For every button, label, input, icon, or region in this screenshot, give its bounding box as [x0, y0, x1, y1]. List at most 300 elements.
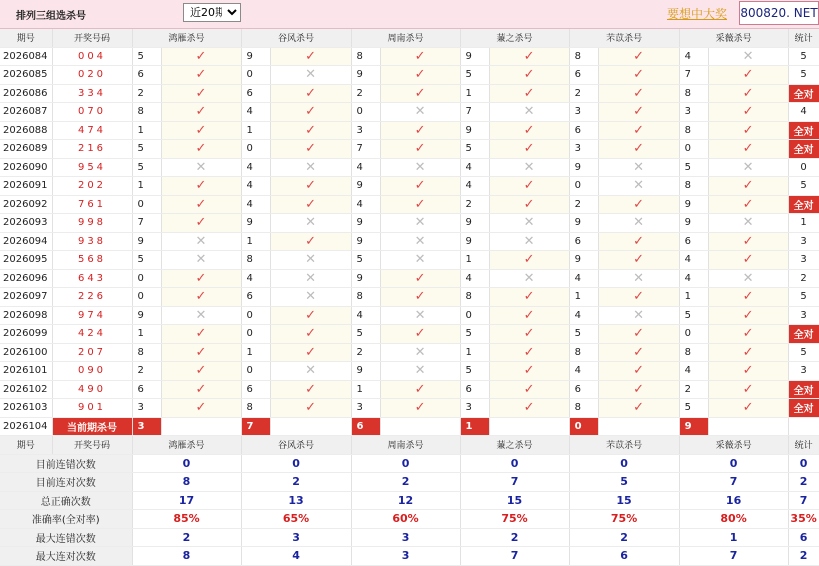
cross-icon: ✕	[489, 269, 569, 288]
kill-number-cell: 4	[241, 195, 270, 214]
table-header-row	[0, 29, 819, 47]
check-icon: ✓	[380, 47, 460, 66]
cross-icon: ✕	[380, 158, 460, 177]
kill-number-cell: 9	[569, 158, 598, 177]
table-row	[0, 306, 819, 325]
summary-value: 7	[460, 473, 569, 492]
kill-number-cell: 6	[569, 232, 598, 251]
kill-number-cell: 5	[132, 47, 161, 66]
issue-cell: 2026093	[0, 214, 52, 233]
cross-icon: ✕	[708, 158, 788, 177]
issue-cell: 2026087	[0, 103, 52, 122]
draw-number-cell: 474	[52, 121, 132, 140]
summary-value: 8	[132, 547, 241, 566]
header-issue: 期号	[0, 29, 52, 47]
kill-number-cell: 3	[351, 399, 380, 418]
draw-number-cell: 938	[52, 232, 132, 251]
check-icon: ✓	[270, 84, 351, 103]
stat-cell: 全对	[788, 380, 819, 399]
kill-number-cell: 5	[679, 306, 708, 325]
issue-cell: 2026102	[0, 380, 52, 399]
kill-number-cell: 6	[132, 380, 161, 399]
page-title: 排列三组选杀号	[16, 11, 86, 22]
stat-cell: 1	[788, 214, 819, 233]
check-icon: ✓	[161, 325, 241, 344]
check-icon: ✓	[598, 195, 679, 214]
summary-header-row	[0, 436, 819, 455]
kill-number-cell: 1	[460, 343, 489, 362]
check-icon: ✓	[380, 399, 460, 418]
summary-value: 3	[351, 528, 460, 547]
issue-cell: 2026095	[0, 251, 52, 270]
kill-number-cell: 8	[569, 47, 598, 66]
header-caiwei: 采薇杀号	[679, 436, 788, 455]
summary-label: 最大连对次数	[0, 547, 132, 566]
summary-value: 2	[788, 473, 819, 492]
draw-number-cell: 901	[52, 399, 132, 418]
check-icon: ✓	[161, 47, 241, 66]
kill-number-cell: 6	[569, 66, 598, 85]
table-row	[0, 195, 819, 214]
draw-number-cell: 334	[52, 84, 132, 103]
cross-icon: ✕	[270, 66, 351, 85]
stat-cell: 2	[788, 269, 819, 288]
cross-icon: ✕	[270, 362, 351, 381]
check-icon: ✓	[708, 195, 788, 214]
table-row	[0, 84, 819, 103]
check-icon: ✓	[380, 121, 460, 140]
kill-number-cell: 8	[241, 251, 270, 270]
kill-number-cell: 6	[241, 288, 270, 307]
kill-number-cell: 4	[460, 177, 489, 196]
summary-value: 2	[351, 473, 460, 492]
check-icon: ✓	[489, 306, 569, 325]
header-zhounan: 周南杀号	[351, 29, 460, 47]
check-icon: ✓	[380, 66, 460, 85]
summary-value: 60%	[351, 510, 460, 529]
kill-number-cell: 8	[679, 177, 708, 196]
stat-cell: 3	[788, 362, 819, 381]
kill-number-cell: 5	[132, 251, 161, 270]
kill-number-cell: 0	[132, 269, 161, 288]
check-icon: ✓	[270, 399, 351, 418]
check-icon: ✓	[708, 399, 788, 418]
check-icon: ✓	[598, 362, 679, 381]
table-row	[0, 362, 819, 381]
cross-icon: ✕	[708, 47, 788, 66]
header-stat: 统计	[788, 29, 819, 47]
summary-value: 2	[788, 547, 819, 566]
summary-row	[0, 510, 819, 529]
stat-cell: 5	[788, 288, 819, 307]
table-row	[0, 214, 819, 233]
kill-number-cell: 1	[460, 251, 489, 270]
draw-number-cell: 424	[52, 325, 132, 344]
kill-number-cell: 3	[569, 140, 598, 159]
check-icon: ✓	[270, 195, 351, 214]
stat-cell: 5	[788, 66, 819, 85]
kill-number-cell: 1	[132, 325, 161, 344]
cross-icon: ✕	[598, 269, 679, 288]
summary-value: 13	[241, 491, 351, 510]
check-icon: ✓	[708, 66, 788, 85]
summary-value: 2	[569, 528, 679, 547]
kill-number-cell: 5	[679, 399, 708, 418]
check-icon: ✓	[489, 66, 569, 85]
summary-value: 6	[788, 528, 819, 547]
kill-number-cell: 0	[679, 325, 708, 344]
issue-cell: 2026094	[0, 232, 52, 251]
kill-number-cell: 1	[241, 343, 270, 362]
check-icon: ✓	[380, 380, 460, 399]
kill-number-cell: 9	[460, 47, 489, 66]
stat-cell: 5	[788, 47, 819, 66]
kill-number-cell: 8	[132, 343, 161, 362]
summary-value: 0	[569, 454, 679, 473]
kill-number-cell: 4	[569, 269, 598, 288]
check-icon: ✓	[270, 232, 351, 251]
draw-number-cell: 207	[52, 343, 132, 362]
check-icon: ✓	[489, 140, 569, 159]
table-row	[0, 251, 819, 270]
kill-number-cell: 9	[351, 232, 380, 251]
kill-number-cell: 3	[132, 399, 161, 418]
draw-number-cell: 090	[52, 362, 132, 381]
kill-number-cell: 5	[460, 325, 489, 344]
check-icon: ✓	[161, 103, 241, 122]
kill-number-cell: 6	[679, 232, 708, 251]
check-icon: ✓	[708, 140, 788, 159]
draw-number-cell: 490	[52, 380, 132, 399]
check-icon: ✓	[489, 325, 569, 344]
header-caiwei: 采薇杀号	[679, 29, 788, 47]
summary-value: 65%	[241, 510, 351, 529]
summary-label: 总正确次数	[0, 491, 132, 510]
cross-icon: ✕	[161, 306, 241, 325]
draw-number-cell: 643	[52, 269, 132, 288]
kill-number-cell: 7	[132, 214, 161, 233]
issue-cell: 2026086	[0, 84, 52, 103]
kill-number-cell: 8	[241, 399, 270, 418]
check-icon: ✓	[380, 269, 460, 288]
check-icon: ✓	[270, 140, 351, 159]
check-icon: ✓	[489, 47, 569, 66]
check-icon: ✓	[598, 288, 679, 307]
check-icon: ✓	[380, 140, 460, 159]
check-icon: ✓	[708, 177, 788, 196]
stat-cell: 3	[788, 306, 819, 325]
summary-value: 15	[569, 491, 679, 510]
check-icon: ✓	[598, 399, 679, 418]
kill-number-cell: 4	[351, 158, 380, 177]
kill-number-cell: 6	[569, 121, 598, 140]
check-icon: ✓	[489, 251, 569, 270]
cross-icon: ✕	[598, 306, 679, 325]
check-icon: ✓	[598, 251, 679, 270]
header-draw: 开奖号码	[52, 29, 132, 47]
kill-number-cell: 9	[351, 177, 380, 196]
kill-number-cell: 0	[132, 288, 161, 307]
cross-icon: ✕	[161, 232, 241, 251]
issue-cell: 2026101	[0, 362, 52, 381]
header-stat: 统计	[788, 436, 819, 455]
kill-number-cell: 1	[241, 121, 270, 140]
table-row	[0, 66, 819, 85]
cross-icon: ✕	[598, 214, 679, 233]
cross-icon: ✕	[270, 158, 351, 177]
summary-value: 3	[241, 528, 351, 547]
site-watermark: 800820. NET	[739, 1, 819, 25]
kill-number-cell: 5	[460, 66, 489, 85]
kill-number-cell: 8	[679, 343, 708, 362]
cross-icon: ✕	[380, 306, 460, 325]
kill-number-cell: 7	[460, 103, 489, 122]
check-icon: ✓	[270, 47, 351, 66]
kill-number-cell: 2	[132, 84, 161, 103]
cross-icon: ✕	[380, 214, 460, 233]
kill-number-cell: 9	[679, 214, 708, 233]
check-icon: ✓	[598, 325, 679, 344]
header-gufeng: 谷风杀号	[241, 29, 351, 47]
current-issue-cell: 2026104	[0, 417, 52, 436]
draw-number-cell: 998	[52, 214, 132, 233]
kill-number-cell: 9	[351, 362, 380, 381]
kill-number-cell: 9	[351, 269, 380, 288]
current-kill-blank	[161, 417, 241, 436]
current-kill-number: 3	[132, 417, 161, 436]
cross-icon: ✕	[380, 103, 460, 122]
check-icon: ✓	[270, 121, 351, 140]
check-icon: ✓	[270, 103, 351, 122]
check-icon: ✓	[708, 380, 788, 399]
kill-number-table	[0, 29, 819, 566]
check-icon: ✓	[598, 380, 679, 399]
kill-number-cell: 2	[679, 380, 708, 399]
issue-cell: 2026097	[0, 288, 52, 307]
table-row	[0, 121, 819, 140]
summary-label: 目前连对次数	[0, 473, 132, 492]
promo-link[interactable]: 要想中大奖	[667, 7, 728, 21]
check-icon: ✓	[161, 177, 241, 196]
summary-value: 85%	[132, 510, 241, 529]
kill-number-cell: 4	[569, 362, 598, 381]
summary-value: 2	[132, 528, 241, 547]
cross-icon: ✕	[161, 251, 241, 270]
summary-value: 12	[351, 491, 460, 510]
kill-number-cell: 4	[241, 103, 270, 122]
kill-number-cell: 0	[241, 325, 270, 344]
current-kill-number: 0	[569, 417, 598, 436]
period-select[interactable]	[183, 3, 241, 22]
summary-value: 0	[460, 454, 569, 473]
check-icon: ✓	[489, 288, 569, 307]
check-icon: ✓	[489, 177, 569, 196]
check-icon: ✓	[270, 343, 351, 362]
kill-number-cell: 6	[241, 380, 270, 399]
kill-number-cell: 9	[679, 195, 708, 214]
cross-icon: ✕	[489, 232, 569, 251]
kill-number-cell: 9	[569, 214, 598, 233]
kill-number-cell: 4	[460, 158, 489, 177]
check-icon: ✓	[380, 195, 460, 214]
cross-icon: ✕	[270, 269, 351, 288]
cross-icon: ✕	[598, 177, 679, 196]
table-row	[0, 140, 819, 159]
kill-number-cell: 8	[460, 288, 489, 307]
check-icon: ✓	[708, 343, 788, 362]
kill-number-cell: 5	[460, 140, 489, 159]
check-icon: ✓	[270, 306, 351, 325]
kill-number-cell: 5	[460, 362, 489, 381]
check-icon: ✓	[489, 121, 569, 140]
check-icon: ✓	[161, 343, 241, 362]
kill-number-cell: 8	[351, 288, 380, 307]
kill-number-cell: 8	[679, 121, 708, 140]
summary-value: 4	[241, 547, 351, 566]
kill-number-cell: 6	[132, 66, 161, 85]
summary-value: 5	[569, 473, 679, 492]
summary-value: 75%	[460, 510, 569, 529]
kill-number-cell: 0	[132, 195, 161, 214]
check-icon: ✓	[270, 380, 351, 399]
kill-number-cell: 0	[241, 306, 270, 325]
kill-number-cell: 2	[569, 195, 598, 214]
summary-value: 0	[351, 454, 460, 473]
kill-number-cell: 3	[460, 399, 489, 418]
top-bar	[0, 0, 819, 29]
table-row	[0, 399, 819, 418]
header-hongyan: 鸿雁杀号	[132, 436, 241, 455]
check-icon: ✓	[270, 177, 351, 196]
check-icon: ✓	[380, 177, 460, 196]
current-stat-blank	[788, 417, 819, 436]
current-kill-number: 9	[679, 417, 708, 436]
kill-number-cell: 2	[569, 84, 598, 103]
check-icon: ✓	[598, 47, 679, 66]
kill-number-cell: 1	[569, 288, 598, 307]
table-row	[0, 103, 819, 122]
check-icon: ✓	[380, 325, 460, 344]
stat-cell: 全对	[788, 140, 819, 159]
header-fuyi: 芣苡杀号	[569, 436, 679, 455]
kill-number-cell: 5	[351, 325, 380, 344]
draw-number-cell: 004	[52, 47, 132, 66]
summary-value: 6	[569, 547, 679, 566]
kill-number-cell: 0	[241, 140, 270, 159]
current-kill-blank	[489, 417, 569, 436]
summary-row	[0, 528, 819, 547]
draw-number-cell: 568	[52, 251, 132, 270]
check-icon: ✓	[489, 362, 569, 381]
check-icon: ✓	[708, 251, 788, 270]
kill-number-cell: 9	[351, 214, 380, 233]
kill-number-cell: 5	[132, 158, 161, 177]
kill-number-cell: 1	[132, 121, 161, 140]
current-kill-number: 7	[241, 417, 270, 436]
draw-number-cell: 202	[52, 177, 132, 196]
check-icon: ✓	[708, 103, 788, 122]
cross-icon: ✕	[489, 103, 569, 122]
kill-number-cell: 6	[569, 380, 598, 399]
summary-value: 17	[132, 491, 241, 510]
current-issue-row	[0, 417, 819, 436]
current-kill-blank	[708, 417, 788, 436]
kill-number-cell: 8	[569, 399, 598, 418]
summary-label: 最大连错次数	[0, 528, 132, 547]
kill-number-cell: 6	[460, 380, 489, 399]
cross-icon: ✕	[708, 214, 788, 233]
check-icon: ✓	[598, 103, 679, 122]
check-icon: ✓	[708, 84, 788, 103]
cross-icon: ✕	[489, 158, 569, 177]
kill-number-cell: 9	[241, 47, 270, 66]
summary-row	[0, 454, 819, 473]
summary-value: 8	[132, 473, 241, 492]
kill-number-cell: 9	[460, 214, 489, 233]
table-row	[0, 269, 819, 288]
issue-cell: 2026100	[0, 343, 52, 362]
check-icon: ✓	[161, 269, 241, 288]
kill-number-cell: 0	[460, 306, 489, 325]
draw-number-cell: 216	[52, 140, 132, 159]
check-icon: ✓	[161, 380, 241, 399]
kill-number-cell: 4	[241, 269, 270, 288]
cross-icon: ✕	[270, 214, 351, 233]
check-icon: ✓	[598, 84, 679, 103]
summary-value: 75%	[569, 510, 679, 529]
draw-number-cell: 761	[52, 195, 132, 214]
summary-value: 3	[351, 547, 460, 566]
check-icon: ✓	[598, 121, 679, 140]
issue-cell: 2026088	[0, 121, 52, 140]
issue-cell: 2026103	[0, 399, 52, 418]
summary-row	[0, 491, 819, 510]
summary-value: 35%	[788, 510, 819, 529]
summary-value: 0	[788, 454, 819, 473]
current-kill-number: 6	[351, 417, 380, 436]
table-row	[0, 232, 819, 251]
check-icon: ✓	[161, 66, 241, 85]
check-icon: ✓	[161, 121, 241, 140]
check-icon: ✓	[161, 140, 241, 159]
issue-cell: 2026099	[0, 325, 52, 344]
cross-icon: ✕	[708, 269, 788, 288]
summary-value: 16	[679, 491, 788, 510]
kill-number-cell: 1	[132, 177, 161, 196]
summary-value: 2	[241, 473, 351, 492]
table-row	[0, 325, 819, 344]
table-row	[0, 158, 819, 177]
kill-number-cell: 0	[569, 177, 598, 196]
draw-number-cell: 020	[52, 66, 132, 85]
table-row	[0, 47, 819, 66]
kill-number-cell: 4	[351, 195, 380, 214]
current-kill-label: 当前期杀号	[52, 417, 132, 436]
kill-number-cell: 8	[569, 343, 598, 362]
kill-number-cell: 2	[351, 84, 380, 103]
kill-number-cell: 5	[569, 325, 598, 344]
issue-cell: 2026092	[0, 195, 52, 214]
summary-value: 0	[132, 454, 241, 473]
summary-value: 0	[241, 454, 351, 473]
check-icon: ✓	[161, 362, 241, 381]
header-draw: 开奖号码	[52, 436, 132, 455]
issue-cell: 2026091	[0, 177, 52, 196]
check-icon: ✓	[708, 306, 788, 325]
kill-number-cell: 5	[351, 251, 380, 270]
stat-cell: 全对	[788, 325, 819, 344]
kill-number-cell: 2	[351, 343, 380, 362]
